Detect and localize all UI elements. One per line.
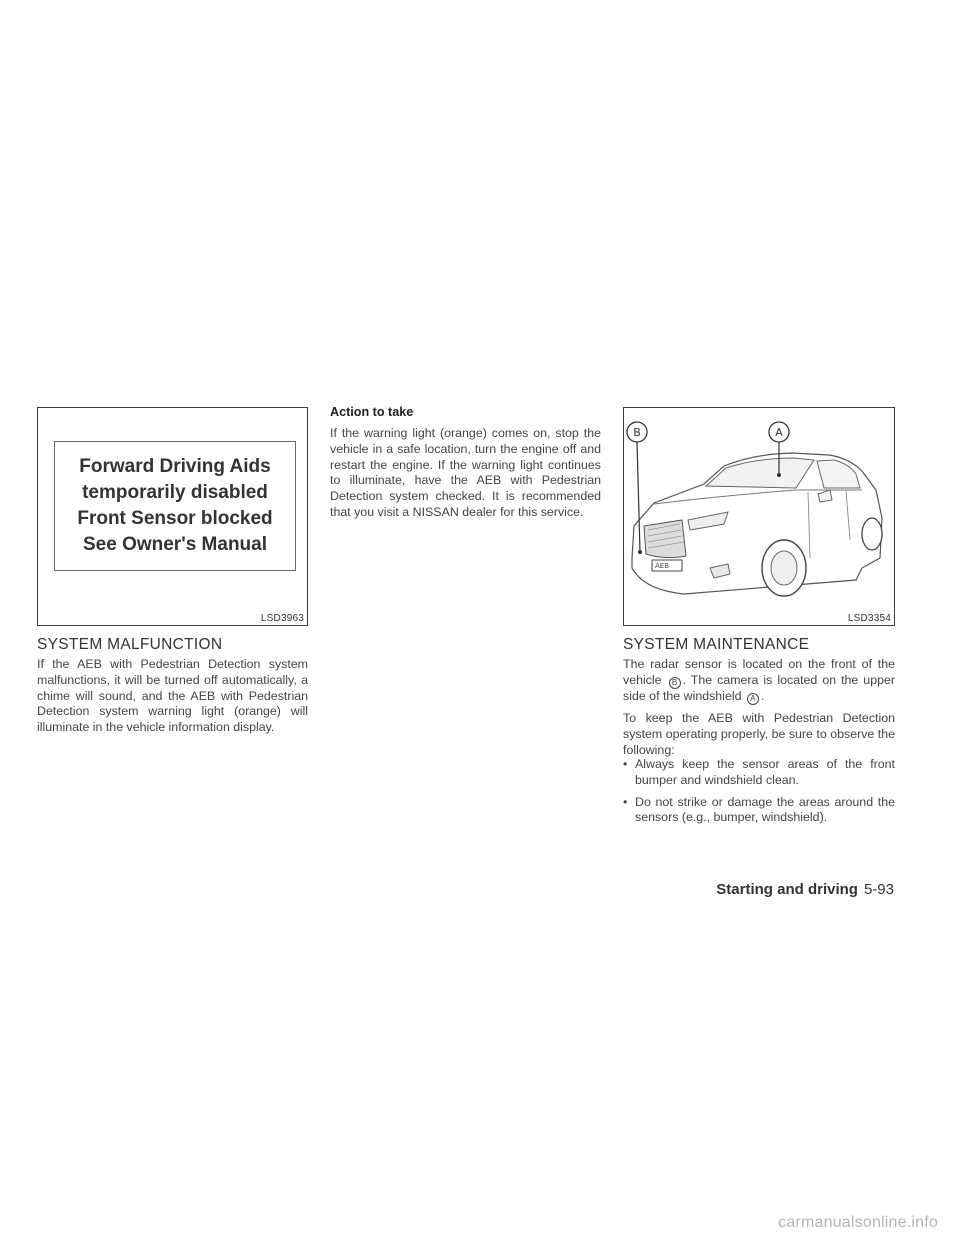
message-line-1: Forward Driving Aids <box>79 456 271 477</box>
heading-system-malfunction: SYSTEM MALFUNCTION <box>37 636 223 653</box>
list-item: • Always keep the sensor areas of the front bumper and windshield clean. <box>623 757 895 787</box>
ref-b-icon: B <box>669 677 681 689</box>
heading-system-maintenance: SYSTEM MAINTENANCE <box>623 636 810 653</box>
message-line-2: temporarily disabled <box>82 482 268 503</box>
figure-sensor-locations <box>623 407 895 626</box>
message-line-3: Front Sensor blocked <box>77 508 273 529</box>
maintenance-paragraph-1 <box>623 657 895 705</box>
malfunction-paragraph: If the AEB with Pedestrian Detection system malfunctions, it will be turned off automatically, a chime will sound, and the AEB with Pedestrian Detection system warning light (orange) will illuminate in the vehicle information display. <box>37 657 308 735</box>
label-b: B <box>633 426 641 439</box>
car-illustration <box>624 408 893 624</box>
message-line-4: See Owner's Manual <box>82 534 268 555</box>
list-item: • Do not strike or damage the areas around the sensors (e.g., bumper, windshield). <box>623 794 895 825</box>
figure-code: LSD3354 <box>847 613 891 624</box>
maintenance-text-2: . The camera is located on the upper side of the windshield <box>623 672 895 703</box>
maintenance-text-1: The radar sensor is located on the front of the vehicle <box>623 657 895 687</box>
warning-message-box <box>54 441 296 571</box>
maintenance-paragraph-2: To keep the AEB with Pedestrian Detection system operating properly, be sure to observe the following: <box>623 711 895 757</box>
page-footer <box>716 881 894 898</box>
watermark: carmanualsonline.info <box>778 1214 938 1231</box>
maintenance-text-3: . <box>760 688 765 703</box>
figure-warning-message <box>37 407 308 626</box>
maintenance-bullet-list <box>623 757 895 826</box>
page-number: 5-93 <box>863 881 894 898</box>
figure-code: LSD3963 <box>260 613 304 624</box>
svg-text:AEB: AEB <box>655 562 670 570</box>
label-a: A <box>775 426 783 439</box>
footer-section-title: Starting and driving <box>716 881 858 898</box>
action-paragraph: If the warning light (orange) comes on, stop the vehicle in a safe location, turn the engine off and restart the engine. If the warning light continues to illuminate, have the AEB with Pedestrian Detection system checked. It is recommended that you visit a NISSAN dealer for this service. <box>330 426 601 519</box>
ref-a-icon: A <box>747 693 759 705</box>
heading-action-to-take: Action to take <box>330 405 414 419</box>
